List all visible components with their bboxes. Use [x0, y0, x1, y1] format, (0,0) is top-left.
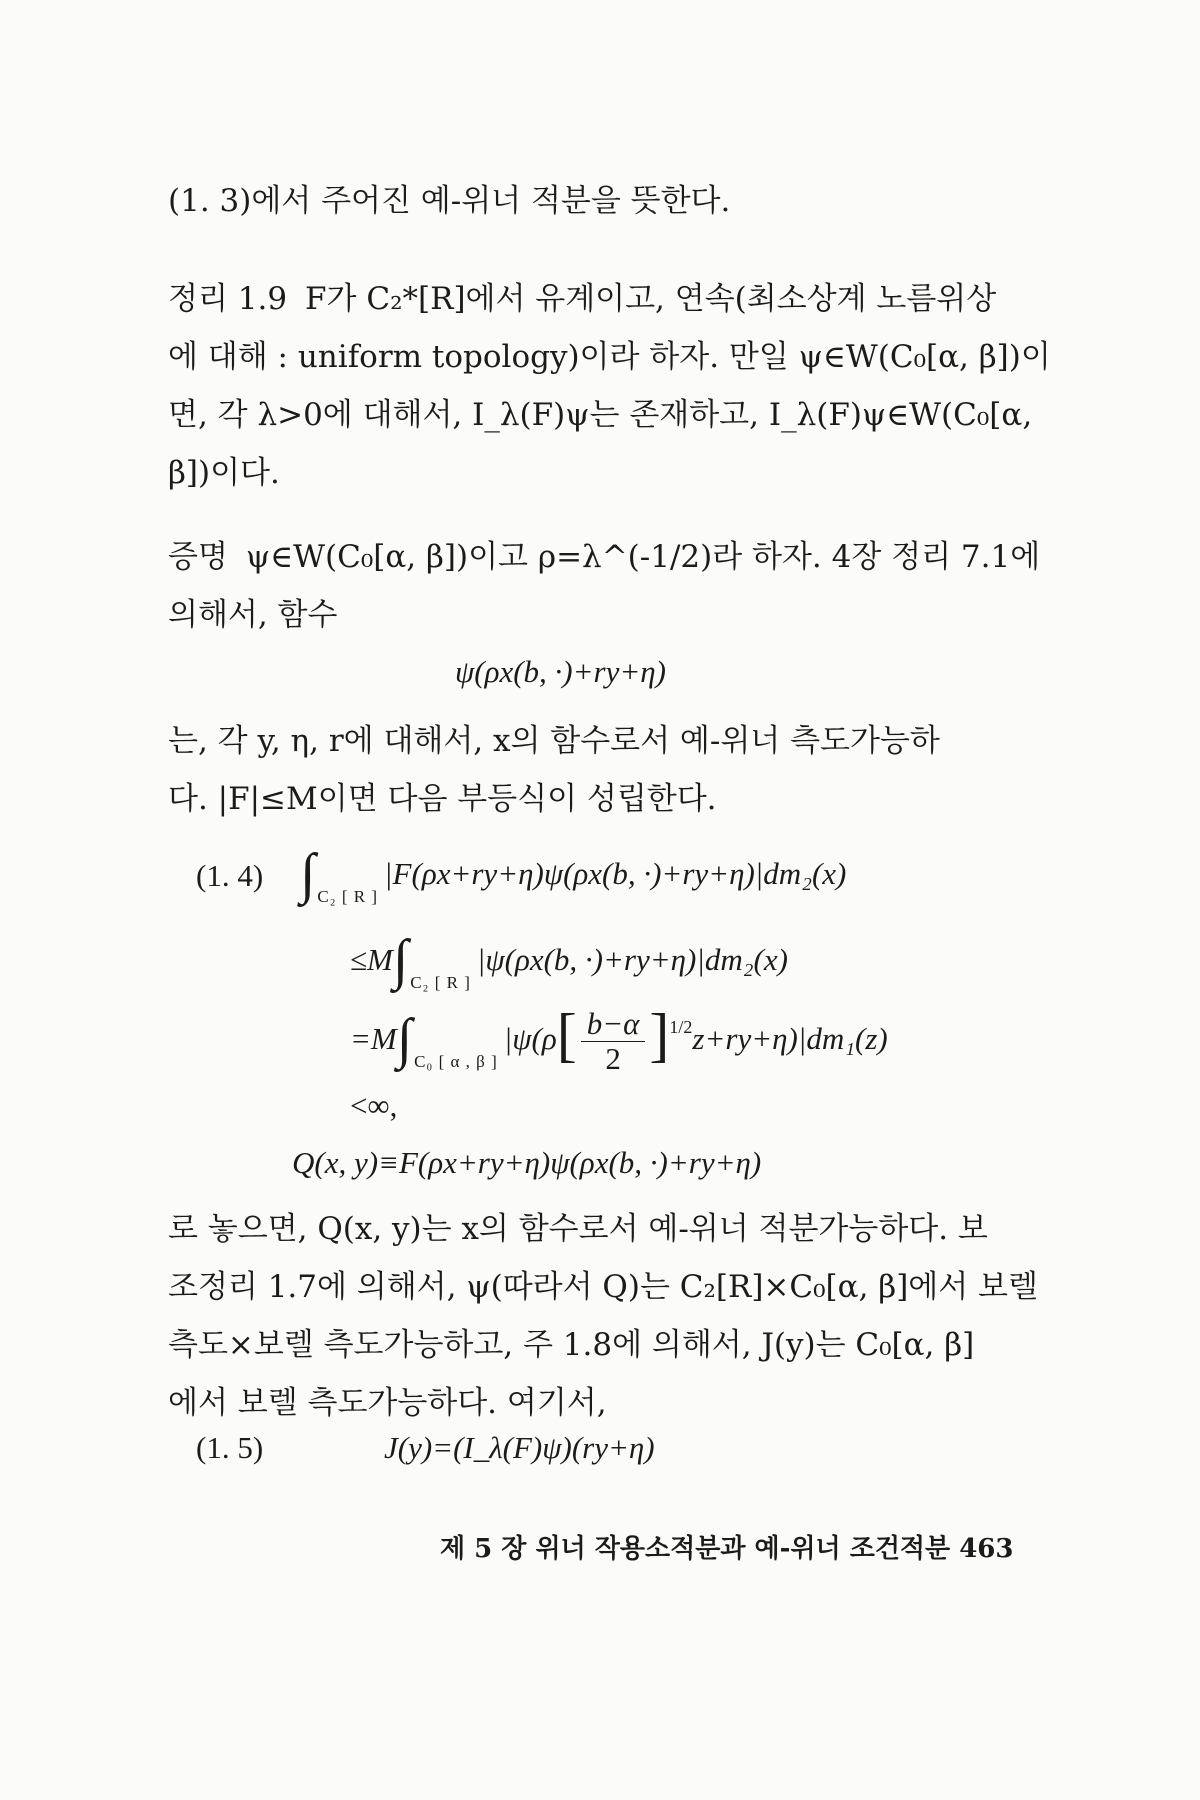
theorem-line-3: 면, 각 λ>0에 대해서, I_λ(F)ψ는 존재하고, I_λ(F)ψ∈W(C₀[α, [168, 397, 1033, 433]
fraction-numerator: b−α [581, 1007, 646, 1042]
equation-function: ψ(ρx(b, ·)+ry+η) [455, 654, 666, 689]
fraction-denominator: 2 [605, 1041, 621, 1077]
integral-domain: C₂ [ R ] [317, 887, 379, 906]
equation-number-1-5: (1. 5) [196, 1430, 264, 1465]
proof-label: 증명 [168, 539, 228, 575]
right-bracket: ] [649, 1002, 670, 1068]
integrand-part-a: |ψ(ρ [503, 1021, 557, 1056]
exponent: 1/2 [669, 1017, 693, 1037]
integral-sign: ∫ [300, 843, 316, 905]
integral-sign: ∫ [396, 1008, 413, 1070]
theorem-line-1 [168, 270, 1038, 328]
page-footer: 제 5 장 위너 작용소적분과 예-위너 조건적분 463 [440, 1534, 1014, 1564]
after-line-2: 조정리 1.7에 의해서, ψ(따라서 Q)는 C₂[R]×C₀[α, β]에서 보렐 [168, 1269, 1038, 1305]
theorem-block [168, 270, 1051, 502]
measurable-line-1: 는, 각 y, η, r에 대해서, x의 함수로서 예-위너 측도가능하 [168, 723, 940, 759]
theorem-text-1: F가 C₂*[R]에서 유계이고, 연속(최소상계 노름위상 [305, 281, 997, 317]
integral-domain: C₂ [ R ] [410, 973, 471, 992]
integrand: |ψ(ρx(b, ·)+ry+η)|dm₂(x) [476, 942, 788, 977]
after-line-4: 에서 보렐 측도가능하다. 여기서, [168, 1385, 607, 1421]
intro-line: (1. 3)에서 주어진 예-위너 적분을 뜻한다. [168, 183, 731, 219]
theorem-line-4: β])이다. [168, 455, 280, 491]
measurable-paragraph [168, 712, 1038, 828]
fraction [581, 1007, 646, 1076]
equation-1-4-line-2 [350, 920, 788, 992]
proof-line-1 [168, 528, 1041, 586]
after-line-3: 측도×보렐 측도가능하고, 주 1.8에 의해서, J(y)는 C₀[α, β] [168, 1327, 975, 1363]
equation-1-4-line-3 [350, 995, 888, 1076]
left-bracket: [ [556, 1002, 577, 1068]
equation-1-5: J(y)=(I_λ(F)ψ)(ry+η) [384, 1430, 655, 1465]
relation-prefix: ≤M [350, 942, 393, 977]
measurable-line-2: 다. |F|≤M이면 다음 부등식이 성립한다. [168, 781, 717, 817]
proof-line-2: 의해서, 함수 [168, 597, 338, 633]
integral-domain: C₀ [ α , β ] [414, 1052, 498, 1071]
proof-text-1: ψ∈W(C₀[α, β])이고 ρ=λ^(-1/2)라 하자. 4장 정리 7.1에 [245, 539, 1041, 575]
equation-number-1-4: (1. 4) [196, 858, 264, 893]
relation-prefix: =M [350, 1021, 397, 1056]
integrand: |F(ρx+ry+η)ψ(ρx(b, ·)+ry+η)|dm₂(x) [384, 856, 847, 891]
integrand-part-b: z+ry+η)|dm₁(z) [692, 1021, 888, 1056]
equation-1-4-line-4: <∞, [350, 1088, 398, 1123]
theorem-line-2: 에 대해 : uniform topology)이라 하자. 만일 ψ∈W(C₀[α, β])이 [168, 339, 1051, 375]
equation-1-4-line-1 [300, 834, 847, 906]
integral-sign: ∫ [392, 929, 409, 991]
proof-block [168, 528, 1041, 644]
equation-q-definition: Q(x, y)≡F(ρx+ry+η)ψ(ρx(b, ·)+ry+η) [292, 1145, 762, 1180]
after-paragraph [168, 1200, 1038, 1432]
after-line-1: 로 놓으면, Q(x, y)는 x의 함수로서 예-위너 적분가능하다. 보 [168, 1211, 988, 1247]
intro-paragraph [168, 172, 1038, 230]
theorem-label: 정리 1.9 [168, 281, 288, 317]
